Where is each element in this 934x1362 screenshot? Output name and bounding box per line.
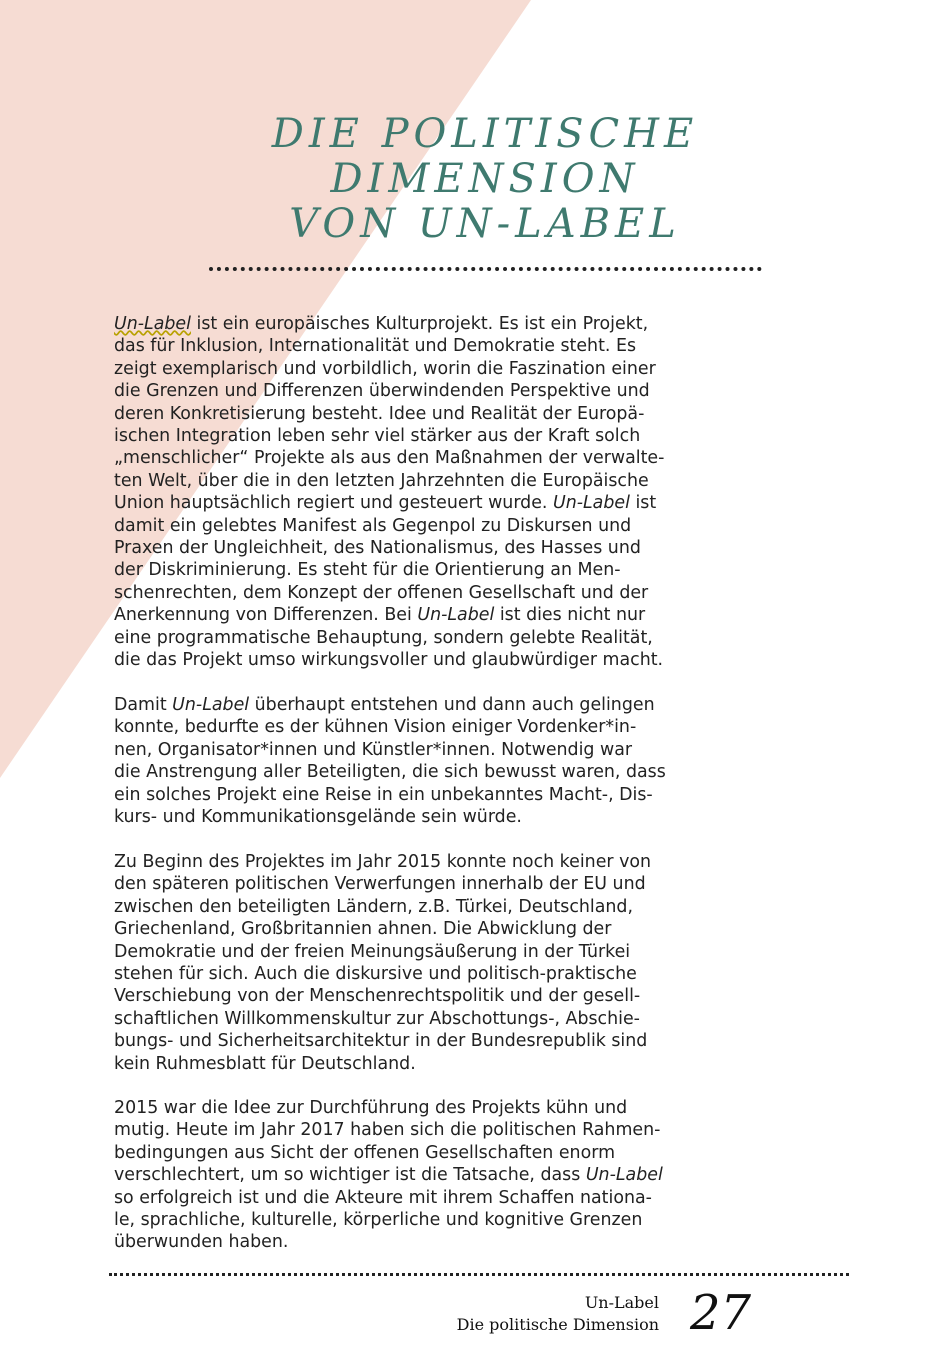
title-line-2: DIMENSION [330, 156, 640, 202]
emphasized-term: Un-Label [552, 493, 630, 514]
page-number: 27 [690, 1285, 752, 1341]
footer-project-name: Un-Label [584, 1293, 659, 1312]
title-line-1: DIE POLITISCHE [271, 111, 699, 157]
page-title [0, 112, 934, 247]
paragraph-2: Damit Un-Label überhaupt entstehen und dann auch gelingen konnte, bedurfte es der kühnen Vision einiger Vordenker*in- nen, Organisator*innen und Künstler*innen. Notwendig war die Anstrengung aller Beteiligten, die sich bewusst waren, dass ein solches Projekt eine Reise in ein unbekanntes Macht-, Dis- kurs- und Kommunikationsgelände sein würde. [114, 695, 666, 828]
emphasized-term: Un-Label [585, 1165, 663, 1186]
emphasized-term: Un-Label [417, 605, 495, 626]
running-footer [457, 1292, 659, 1336]
title-line-3: VON UN-LABEL [289, 201, 681, 247]
emphasized-term: Un-Label [172, 695, 250, 715]
paragraph-4: 2015 war die Idee zur Durchführung des Projekts kühn und mutig. Heute im Jahr 2017 haben sich die politischen Rahmen- bedingungen aus Sicht der offenen Gesellschaften enorm verschlechtert, um so wichtiger ist die Tatsache, dass Un-Label so erfolgreich ist und die Akteure mit ihrem Schaffen nationa- le, sprachliche, kulturelle, körperliche und kognitive Grenzen überwunden haben. [114, 1098, 663, 1253]
footer-divider [109, 1273, 849, 1276]
paragraph-3: Zu Beginn des Projektes im Jahr 2015 konnte noch keiner von den späteren politischen Verwerfungen innerhalb der EU und zwischen den beteiligten Ländern, z.B. Türkei, Deutschland, Griechenland, Großbritannien ahnen. Die Abwicklung der Demokratie und der freien Meinungsäußerung in der Türkei stehen für sich. Auch die diskursive und politisch-praktische Verschiebung von der Menschenrechtspolitik und der gesell- schaftlichen Willkommenskultur zur Abschottungs-, Abschie- bungs- und Sicherheitsarchitektur in der Bundesrepublik sind kein Ruhmesblatt für Deutschland. [114, 852, 652, 1074]
emphasized-term: Un-Label [114, 314, 191, 334]
footer-chapter-name: Die politische Dimension [456, 1315, 659, 1334]
paragraph-1: Un-Label ist ein europäisches Kulturprojekt. Es ist ein Projekt, das für Inklusion, Internationalität und Demokratie steht. Es zeigt exemplarisch und vorbildlich, worin die Faszination einer die Grenzen und Differenzen überwindenden Perspektive und deren Konkretisierung besteht. Idee und Realität der Europä- ischen Integration leben sehr viel stärker aus der Kraft solch „menschlicher“ Projekte als aus den Maßnahmen der verwalte- ten Welt, über die in den letzten Jahrzehnten die Europäische Union hauptsächlich regiert und gesteuert wurde. Un-Label ist damit ein gelebtes Manifest als Gegenpol zu Diskursen und Praxen der Ungleichheit, des Nationalismus, des Hasses und der Diskriminierung. Es steht für die Orientierung an Men- schenrechten, dem Konzept der offenen Gesellschaft und der Anerkennung von Differenzen. Bei Un-Label ist dies nicht nur eine programmatische Behauptung, sondern gelebte Realität, die das Projekt umso wirkungsvoller und glaubwürdiger macht. [114, 314, 665, 671]
title-divider [209, 267, 762, 271]
